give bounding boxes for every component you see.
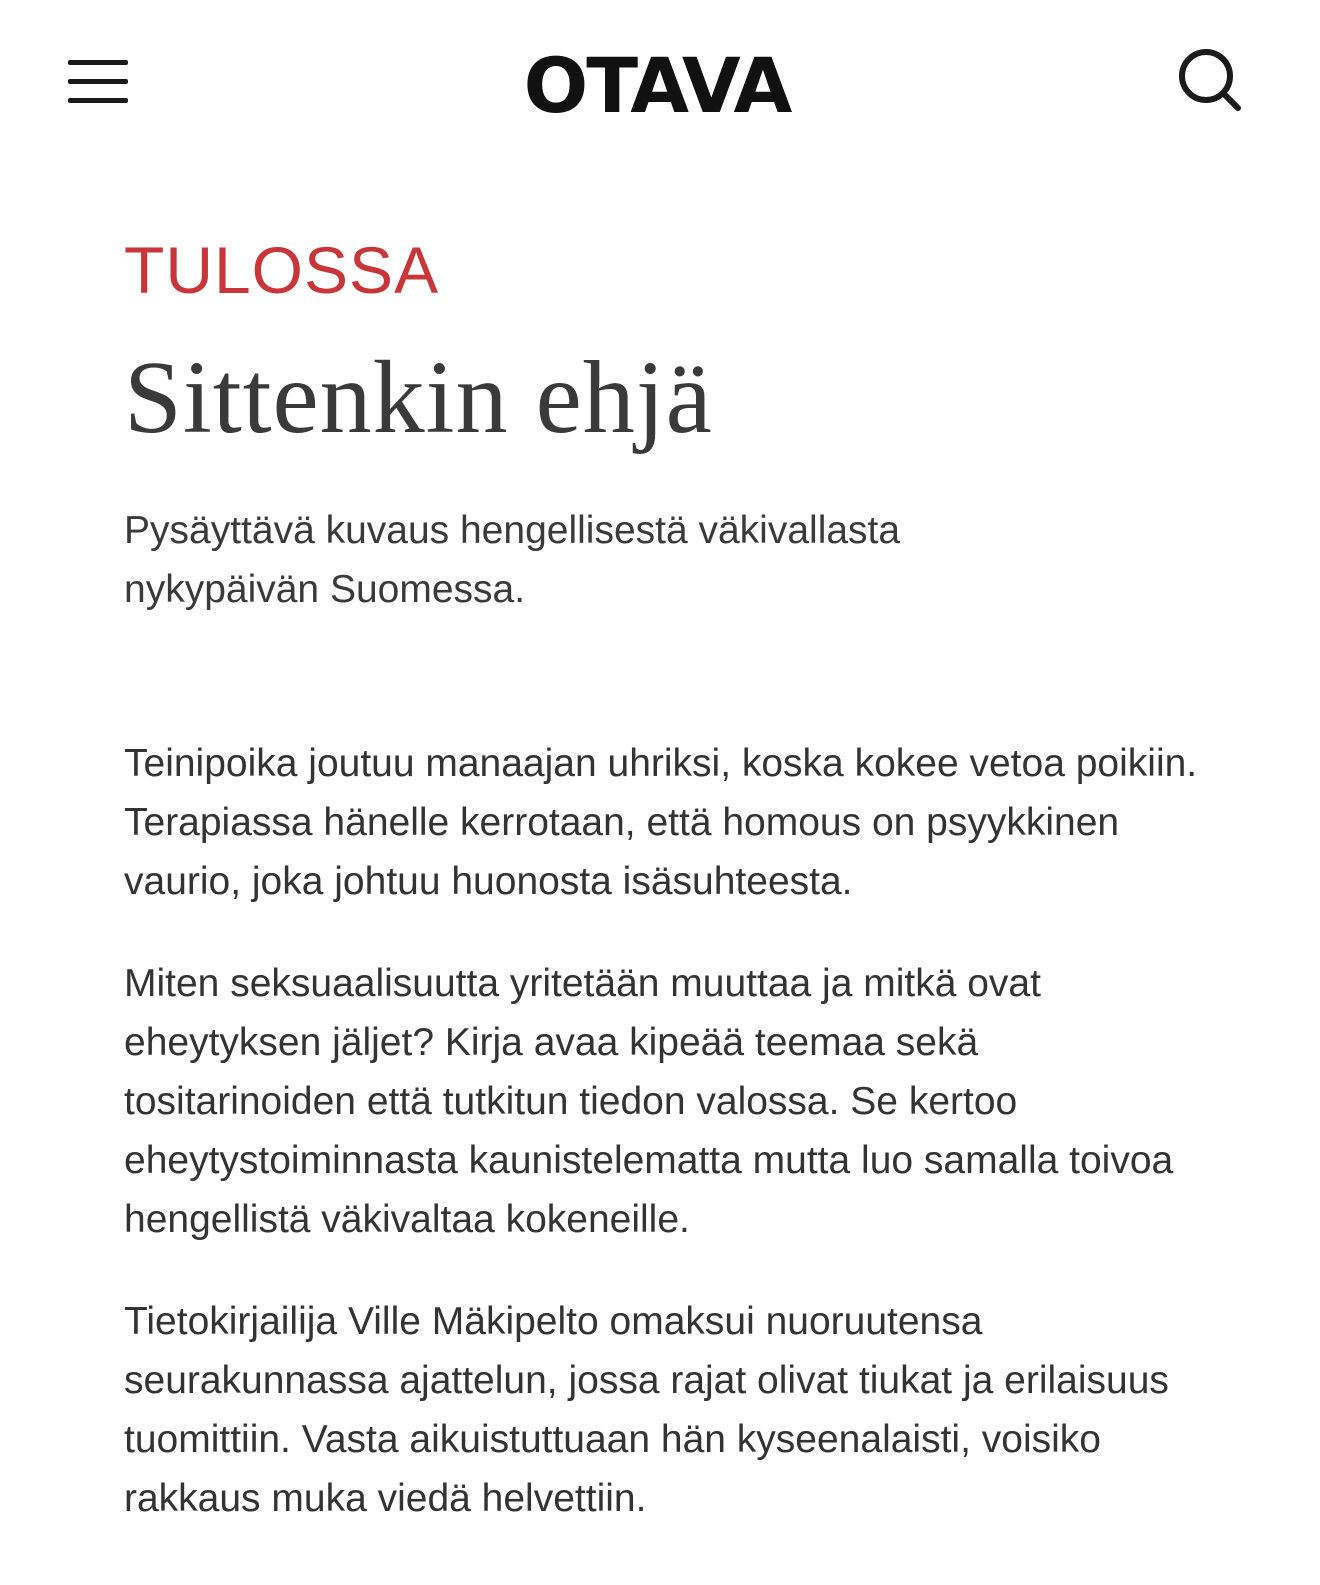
menu-button[interactable]: [62, 52, 134, 110]
book-title: Sittenkin ehjä: [124, 340, 713, 455]
search-icon: [1176, 46, 1246, 116]
site-header: [0, 0, 1320, 170]
article-content: [124, 225, 1204, 1528]
description-paragraph-3: Tietokirjailija Ville Mäkipelto omaksui nuoruutensa seurakunnassa ajattelun, jossa rajat olivat tiukat ja erilaisuus tuomittiin. Vasta aikuistuttuaan hän kyseenalaisti, voisiko rakkaus muka viedä helvettiin.: [124, 1300, 1169, 1520]
otava-logo[interactable]: OTAVA: [523, 40, 791, 130]
description-paragraph-2: Miten seksuaalisuutta yritetään muuttaa ja mitkä ovat eheytyksen jäljet? Kirja avaa kipeää teemaa sekä tositarinoiden että tutkitun tiedon valossa. Se kertoo eheytystoiminnasta kaunistelematta mutta luo samalla toivoa hengellistä väkivaltaa kokeneille.: [124, 962, 1174, 1241]
status-tag: TULOSSA: [124, 233, 440, 307]
description-paragraph-1: Teinipoika joutuu manaajan uhriksi, koska kokee vetoa poikiin. Terapiassa hänelle kerrotaan, että homous on psyykkinen vaurio, joka johtuu huonosta isäsuhteesta.: [124, 742, 1198, 903]
lead-text: Pysäyttävä kuvaus hengellisestä väkivallasta nykypäivän Suomessa.: [124, 509, 901, 611]
search-button[interactable]: [1176, 46, 1246, 116]
